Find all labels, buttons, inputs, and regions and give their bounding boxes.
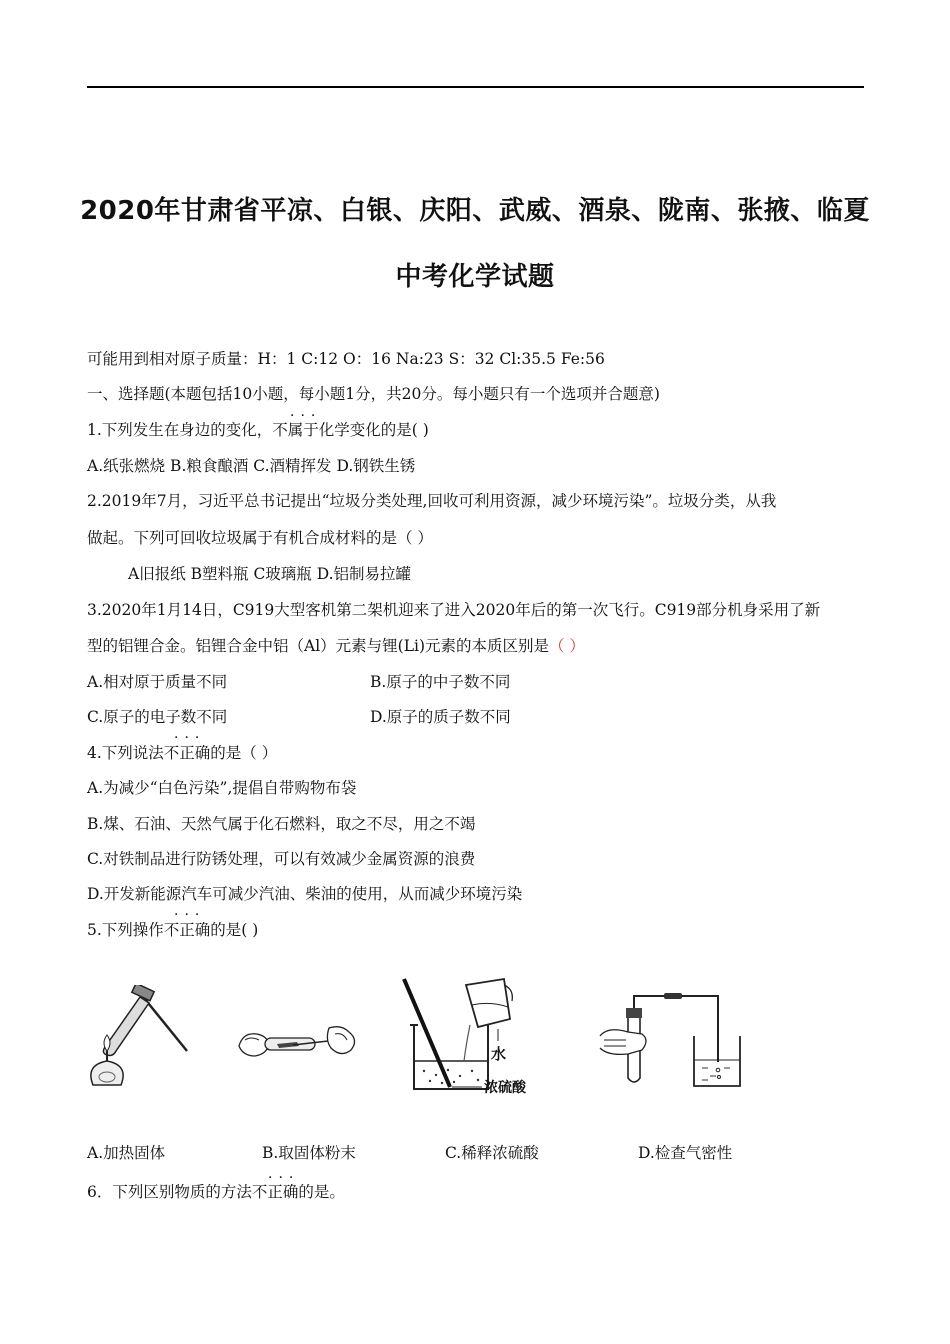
airtightness-figure	[598, 990, 748, 1090]
section-heading: 一、选择题(本题包括10小题，每小题1分，共20分。每小题只有一个选项并合题意)	[87, 385, 660, 403]
q4-option-b: B.煤、石油、天然气属于化石燃料，取之不尽，用之不竭	[87, 815, 476, 833]
q3-stem-line2	[87, 636, 585, 656]
q5-caption-c: C.稀释浓硫酸	[445, 1144, 539, 1162]
q3-stem-line1: 3.2020年1月14日，C919大型客机第二架机迎来了进入2020年后的第一次飞行。C919部分机身采用了新	[87, 601, 821, 619]
q3-option-a: A.相对原于质量不同	[87, 673, 228, 691]
powder-sampling-figure	[237, 1018, 367, 1063]
exam-title-line2: 中考化学试题	[395, 262, 555, 292]
q2-options: A旧报纸 B塑料瓶 C玻璃瓶 D.铝制易拉罐	[128, 565, 412, 583]
q4-stem: 4.下列说法不正确的是（ ）	[87, 744, 278, 762]
q1-options: A.纸张燃烧 B.粮食酿酒 C.酒精挥发 D.钢铁生锈	[87, 457, 416, 475]
q2-stem-line2: 做起。下列可回收垃圾属于有机合成材料的是（ ）	[87, 529, 433, 547]
q4-option-c: C.对铁制品进行防锈处理，可以有效减少金属资源的浪费	[87, 850, 476, 868]
q3-answer-paren: （ ）	[549, 637, 585, 655]
water-label: 水	[491, 1045, 507, 1063]
acid-label: 浓硫酸	[484, 1080, 526, 1096]
emphasis-dots: ···	[290, 408, 322, 424]
q4-option-a: A.为减少“白色污染”,提倡自带购物布袋	[87, 779, 357, 797]
atomic-masses: 可能用到相对原子质量：H：1 C:12 O：16 Na:23 S：32 Cl:35.5 Fe:56	[87, 350, 605, 368]
q5-stem: 5.下列操作不正确的是( )	[87, 921, 259, 939]
q2-stem-line1: 2.2019年7月，习近平总书记提出“垃圾分类处理,回收可利用资源，减少环境污染”。垃圾分类，从我	[87, 492, 777, 510]
heating-solid-figure	[85, 985, 195, 1090]
q6-stem: 6．下列区别物质的方法不正确的是。	[87, 1183, 345, 1201]
q3-stem-text: 型的铝锂合金。铝锂合金中铝（Al）元素与锂(Li)元素的本质区别是	[87, 637, 549, 655]
dilute-acid-figure	[400, 975, 540, 1100]
emphasis-dots: ···	[174, 730, 206, 746]
q3-option-d: D.原子的质子数不同	[370, 708, 511, 726]
q5-caption-a: A.加热固体	[87, 1144, 166, 1162]
q5-caption-d: D.检查气密性	[638, 1144, 733, 1162]
q3-option-c: C.原子的电子数不同	[87, 708, 228, 726]
exam-title-line1: 2020年甘肃省平凉、白银、庆阳、武威、酒泉、陇南、张掖、临夏	[80, 196, 870, 226]
emphasis-dots: ···	[268, 1170, 300, 1186]
q3-option-b: B.原子的中子数不同	[370, 673, 511, 691]
q4-option-d: D.开发新能源汽车可减少汽油、柴油的使用，从而减少环境污染	[87, 885, 523, 903]
q5-caption-b: B.取固体粉末	[262, 1144, 356, 1162]
emphasis-dots: ···	[174, 907, 206, 923]
q1-stem: 1.下列发生在身边的变化，不属于化学变化的是( )	[87, 421, 429, 439]
header-rule	[87, 86, 864, 88]
